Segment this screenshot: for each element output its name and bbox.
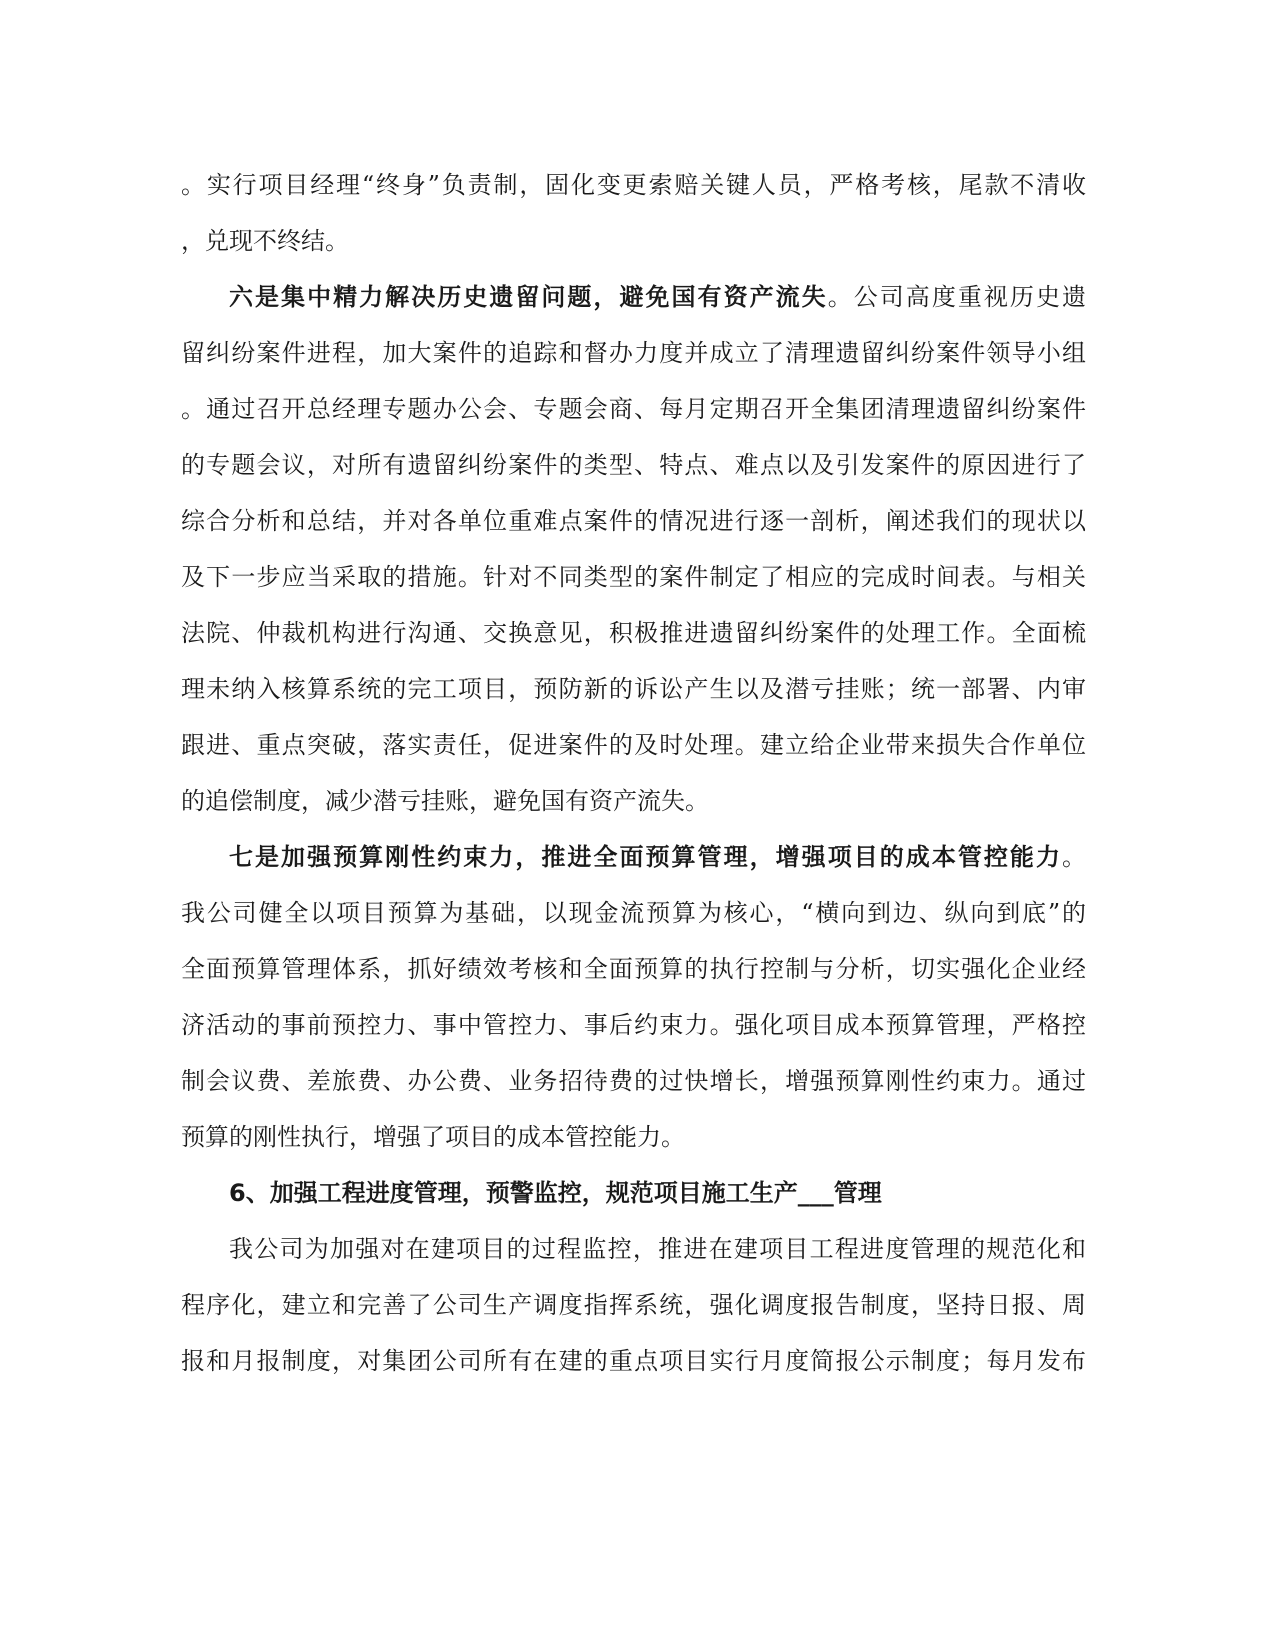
paragraph-line: 留纠纷案件进程，加大案件的追踪和督办力度并成立了清理遗留纠纷案件领导小组 bbox=[181, 339, 1086, 367]
paragraph-line: 理未纳入核算系统的完工项目，预防新的诉讼产生以及潜亏挂账；统一部署、内审 bbox=[181, 675, 1086, 703]
paragraph-line: 跟进、重点突破，落实责任，促进案件的及时处理。建立给企业带来损失合作单位 bbox=[181, 731, 1086, 759]
paragraph-line bbox=[229, 278, 1086, 316]
paragraph-line: 。实行项目经理“终身”负责制，固化变更索赔关键人员，严格考核，尾款不清收 bbox=[181, 171, 1086, 199]
paragraph-line: 全面预算管理体系，抓好绩效考核和全面预算的执行控制与分析，切实强化企业经 bbox=[181, 955, 1086, 983]
paragraph-lead-bold: 七是加强预算刚性约束力，推进全面预算管理，增强项目的成本管控能力 bbox=[229, 843, 1062, 871]
paragraph-line: 综合分析和总结，并对各单位重难点案件的情况进行逐一剖析，阐述我们的现状以 bbox=[181, 507, 1086, 535]
paragraph-line: 报和月报制度，对集团公司所有在建的重点项目实行月度简报公示制度；每月发布 bbox=[181, 1347, 1086, 1375]
paragraph-line bbox=[229, 838, 1086, 876]
paragraph-line: 程序化，建立和完善了公司生产调度指挥系统，强化调度报告制度，坚持日报、周 bbox=[181, 1291, 1086, 1319]
paragraph-line: 法院、仲裁机构进行沟通、交换意见，积极推进遗留纠纷案件的处理工作。全面梳 bbox=[181, 619, 1086, 647]
section-heading: 6、加强工程进度管理，预警监控，规范项目施工生产___管理 bbox=[229, 1179, 882, 1207]
paragraph-line: 。通过召开总经理专题办公会、专题会商、每月定期召开全集团清理遗留纠纷案件 bbox=[181, 395, 1086, 423]
paragraph-text: 。公司高度重视历史遗 bbox=[827, 283, 1086, 311]
paragraph-line: 济活动的事前预控力、事中管控力、事后约束力。强化项目成本预算管理，严格控 bbox=[181, 1011, 1086, 1039]
paragraph-line: 我公司为加强对在建项目的过程监控，推进在建项目工程进度管理的规范化和 bbox=[229, 1235, 1086, 1263]
paragraph-line: 的追偿制度，减少潜亏挂账，避免国有资产流失。 bbox=[181, 787, 709, 815]
paragraph-line: 制会议费、差旅费、办公费、业务招待费的过快增长，增强预算刚性约束力。通过 bbox=[181, 1067, 1086, 1095]
paragraph-line: 及下一步应当采取的措施。针对不同类型的案件制定了相应的完成时间表。与相关 bbox=[181, 563, 1086, 591]
paragraph-line: 的专题会议，对所有遗留纠纷案件的类型、特点、难点以及引发案件的原因进行了 bbox=[181, 451, 1086, 479]
paragraph-line: 我公司健全以项目预算为基础，以现金流预算为核心，“横向到边、纵向到底”的 bbox=[181, 899, 1086, 927]
paragraph-text: 。 bbox=[1062, 843, 1086, 871]
paragraph-line: ，兑现不终结。 bbox=[181, 227, 349, 255]
paragraph-line: 预算的刚性执行，增强了项目的成本管控能力。 bbox=[181, 1123, 685, 1151]
paragraph-lead-bold: 六是集中精力解决历史遗留问题，避免国有资产流失 bbox=[229, 283, 828, 311]
